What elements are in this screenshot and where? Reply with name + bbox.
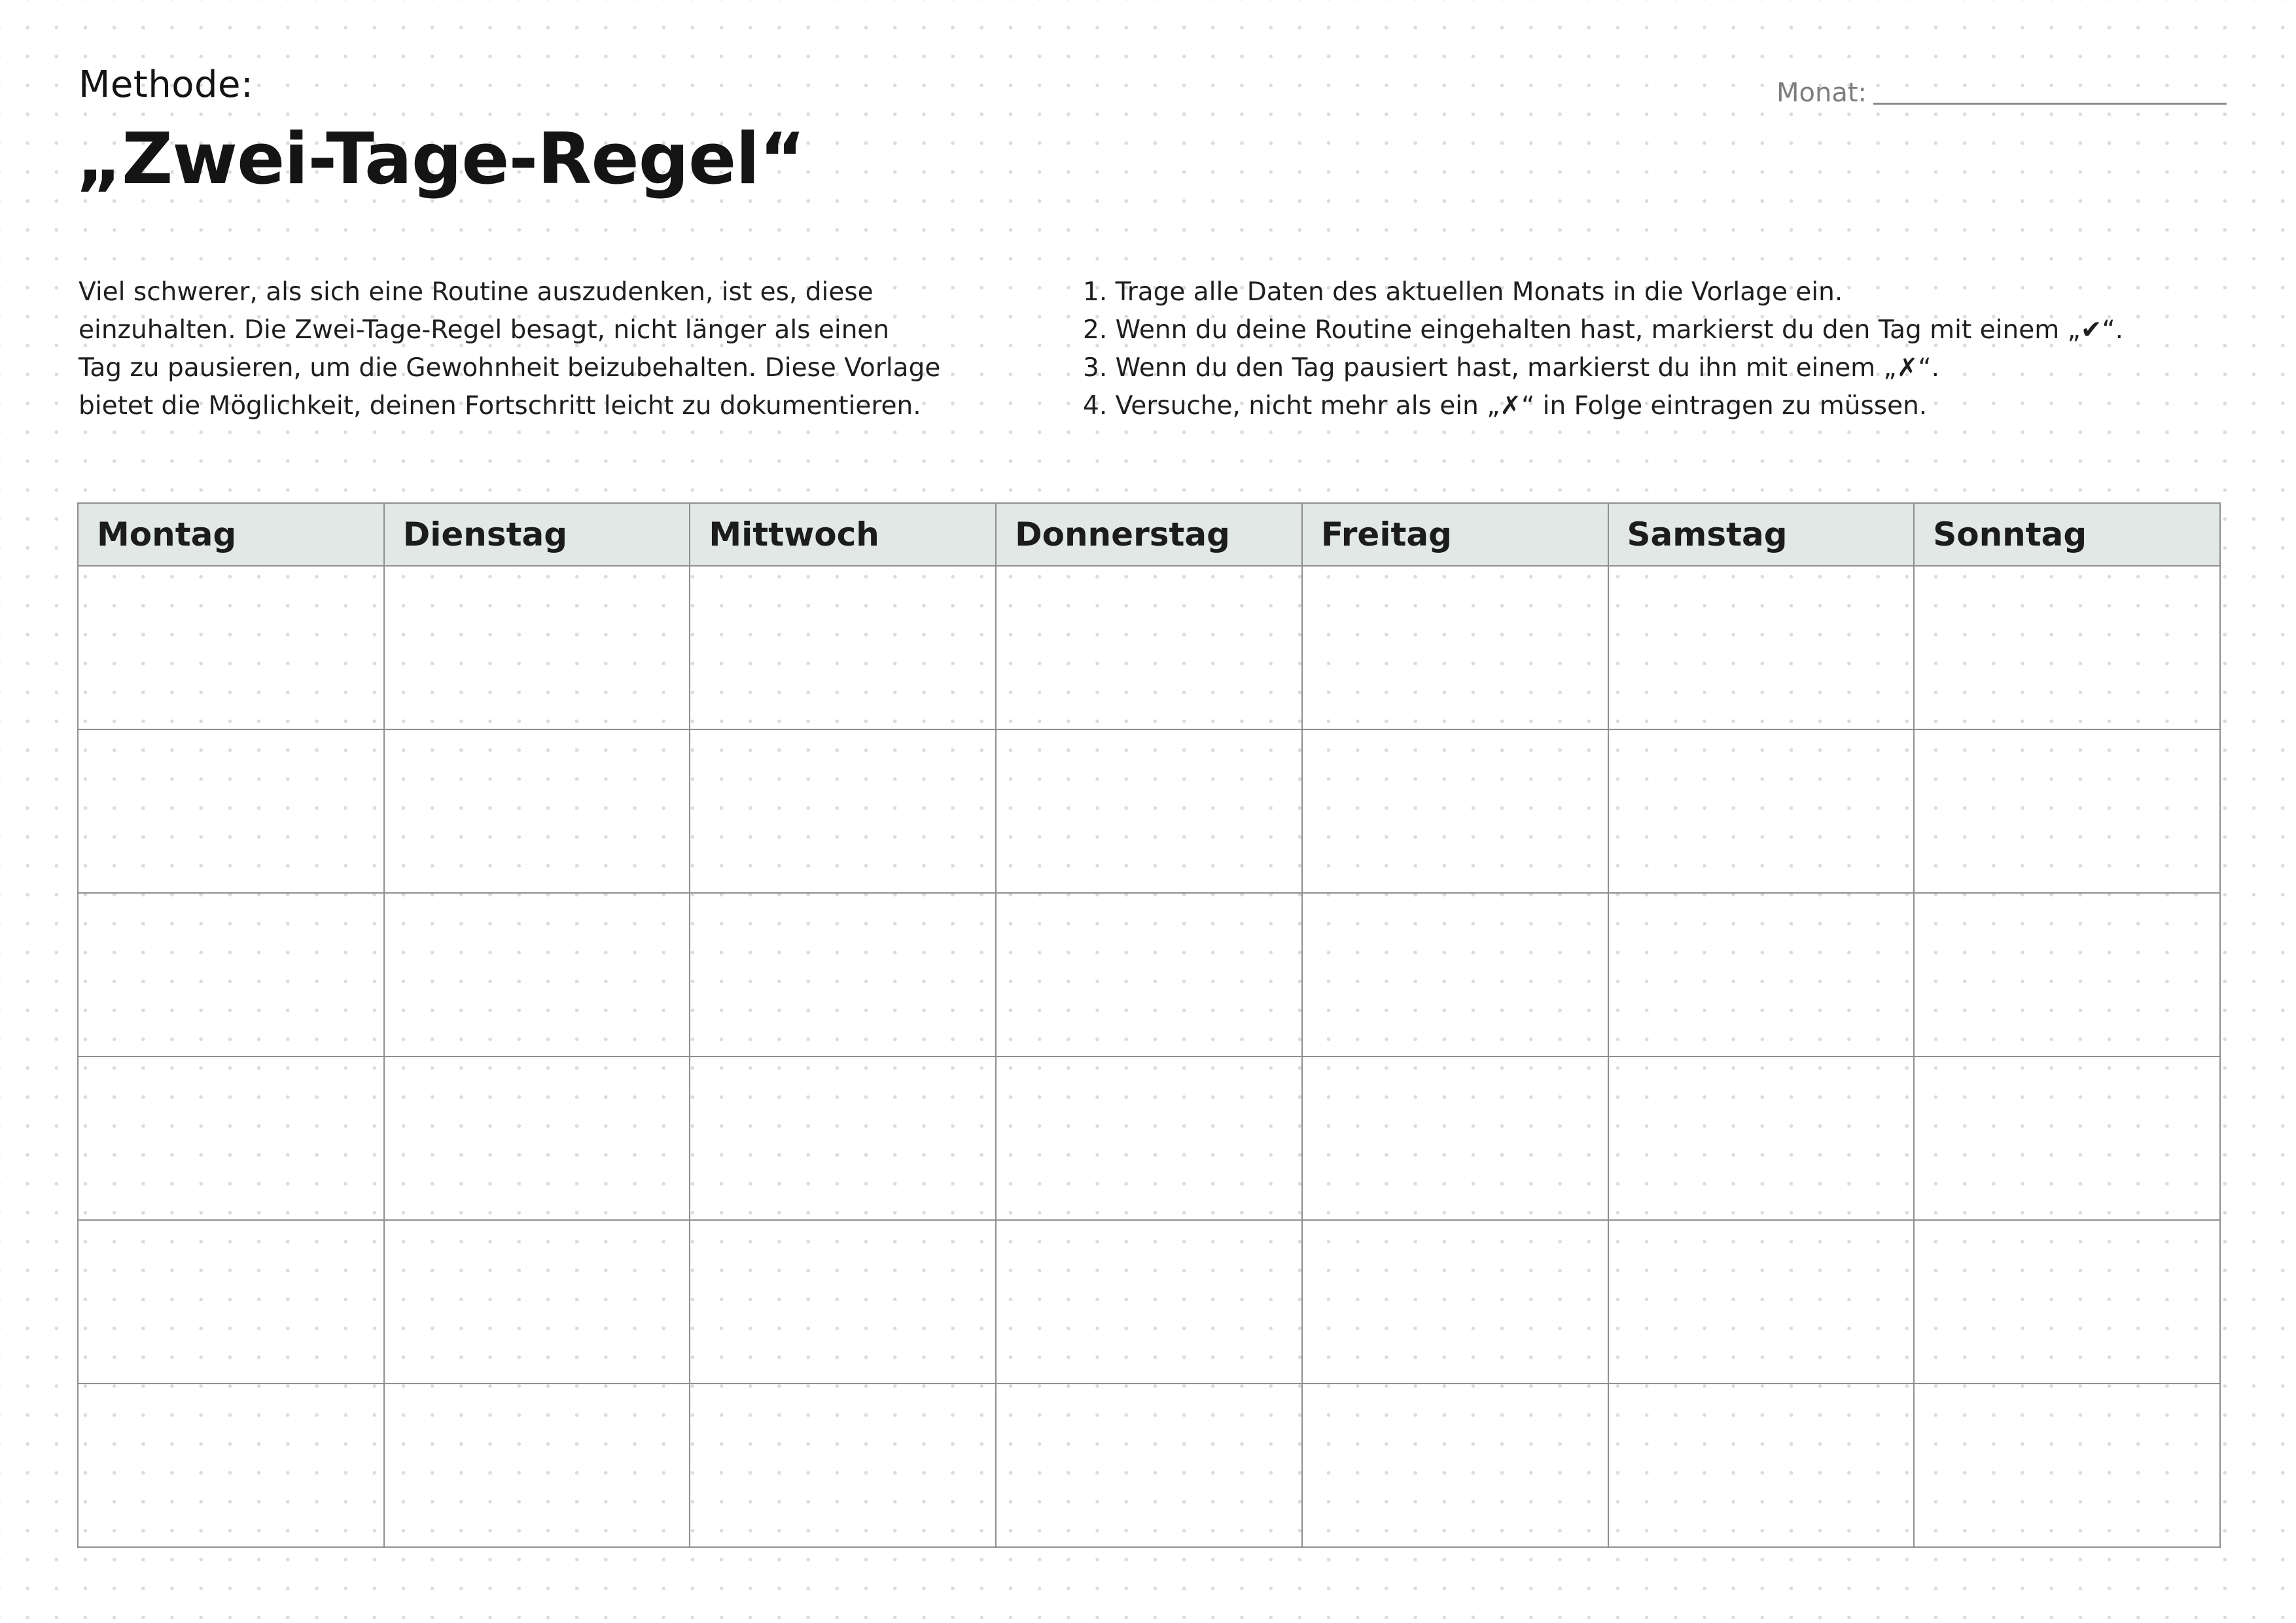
- weekday-header-tuesday: Dienstag: [384, 503, 690, 566]
- calendar-day-cell[interactable]: [1914, 893, 2220, 1056]
- calendar-day-cell[interactable]: [996, 729, 1302, 893]
- calendar-day-cell[interactable]: [1914, 1384, 2220, 1547]
- calendar-day-cell[interactable]: [1302, 1384, 1608, 1547]
- intro-line: Viel schwerer, als sich eine Routine auszudenken, ist es, diese: [79, 277, 874, 307]
- calendar-day-cell[interactable]: [384, 566, 690, 729]
- calendar-day-cell[interactable]: [78, 1384, 384, 1547]
- instruction-step-4: 4. Versuche, nicht mehr als ein „✗“ in Folge eintragen zu müssen.: [1083, 391, 1928, 421]
- weekday-header-monday: Montag: [78, 503, 384, 566]
- calendar-day-cell[interactable]: [78, 1220, 384, 1384]
- weekday-header-saturday: Samstag: [1608, 503, 1915, 566]
- calendar-day-cell[interactable]: [1302, 566, 1608, 729]
- calendar-week-row: [78, 1384, 2220, 1547]
- calendar-day-cell[interactable]: [384, 1220, 690, 1384]
- calendar-day-cell[interactable]: [1302, 1220, 1608, 1384]
- calendar-day-cell[interactable]: [690, 566, 996, 729]
- calendar-day-cell[interactable]: [384, 893, 690, 1056]
- calendar-day-cell[interactable]: [78, 566, 384, 729]
- habit-calendar: [77, 502, 2221, 1548]
- calendar-day-cell[interactable]: [384, 729, 690, 893]
- weekday-header-row: [78, 503, 2220, 566]
- calendar-day-cell[interactable]: [1608, 893, 1915, 1056]
- calendar-day-cell[interactable]: [1914, 1056, 2220, 1220]
- calendar-day-cell[interactable]: [384, 1056, 690, 1220]
- calendar-day-cell[interactable]: [78, 729, 384, 893]
- calendar-day-cell[interactable]: [1914, 729, 2220, 893]
- calendar-week-row: [78, 566, 2220, 729]
- calendar-day-cell[interactable]: [690, 729, 996, 893]
- calendar-week-row: [78, 1220, 2220, 1384]
- calendar-day-cell[interactable]: [996, 566, 1302, 729]
- calendar-day-cell[interactable]: [1608, 1220, 1915, 1384]
- intro-text: [79, 273, 1073, 425]
- calendar-day-cell[interactable]: [1914, 1220, 2220, 1384]
- calendar-day-cell[interactable]: [384, 1384, 690, 1547]
- calendar-day-cell[interactable]: [1608, 1056, 1915, 1220]
- calendar-day-cell[interactable]: [1302, 893, 1608, 1056]
- intro-line: bietet die Möglichkeit, deinen Fortschritt leicht zu dokumentieren.: [79, 391, 921, 421]
- calendar-day-cell[interactable]: [78, 1056, 384, 1220]
- calendar-day-cell[interactable]: [690, 893, 996, 1056]
- weekday-header-sunday: Sonntag: [1914, 503, 2220, 566]
- instruction-step-1: 1. Trage alle Daten des aktuellen Monats in die Vorlage ein.: [1083, 277, 1843, 307]
- intro-line: einzuhalten. Die Zwei-Tage-Regel besagt, nicht länger als einen: [79, 315, 890, 345]
- calendar-day-cell[interactable]: [690, 1384, 996, 1547]
- instruction-list: [1083, 273, 2123, 425]
- calendar-day-cell[interactable]: [690, 1220, 996, 1384]
- month-input-line[interactable]: [1873, 103, 2227, 105]
- instruction-step-2: 2. Wenn du deine Routine eingehalten hast, markierst du den Tag mit einem „✔“.: [1083, 315, 2124, 345]
- month-field[interactable]: [1776, 80, 2227, 106]
- calendar-day-cell[interactable]: [1608, 729, 1915, 893]
- calendar-day-cell[interactable]: [690, 1056, 996, 1220]
- calendar-body: [78, 566, 2220, 1547]
- month-label: Monat:: [1776, 78, 1867, 108]
- intro-line: Tag zu pausieren, um die Gewohnheit beizubehalten. Diese Vorlage: [79, 353, 941, 383]
- calendar-day-cell[interactable]: [1302, 1056, 1608, 1220]
- page-title: „Zwei-Tage-Regel“: [76, 118, 805, 200]
- calendar-week-row: [78, 729, 2220, 893]
- calendar-day-cell[interactable]: [1914, 566, 2220, 729]
- calendar-day-cell[interactable]: [996, 1384, 1302, 1547]
- instruction-step-3: 3. Wenn du den Tag pausiert hast, markierst du ihn mit einem „✗“.: [1083, 353, 1939, 383]
- weekday-header-friday: Freitag: [1302, 503, 1608, 566]
- calendar-week-row: [78, 893, 2220, 1056]
- calendar-day-cell[interactable]: [1608, 1384, 1915, 1547]
- calendar-day-cell[interactable]: [78, 893, 384, 1056]
- calendar-day-cell[interactable]: [996, 1220, 1302, 1384]
- calendar-day-cell[interactable]: [1302, 729, 1608, 893]
- method-kicker: Methode:: [79, 63, 254, 106]
- calendar-day-cell[interactable]: [1608, 566, 1915, 729]
- weekday-header-thursday: Donnerstag: [996, 503, 1302, 566]
- calendar-day-cell[interactable]: [996, 893, 1302, 1056]
- calendar-day-cell[interactable]: [996, 1056, 1302, 1220]
- weekday-header-wednesday: Mittwoch: [690, 503, 996, 566]
- calendar-week-row: [78, 1056, 2220, 1220]
